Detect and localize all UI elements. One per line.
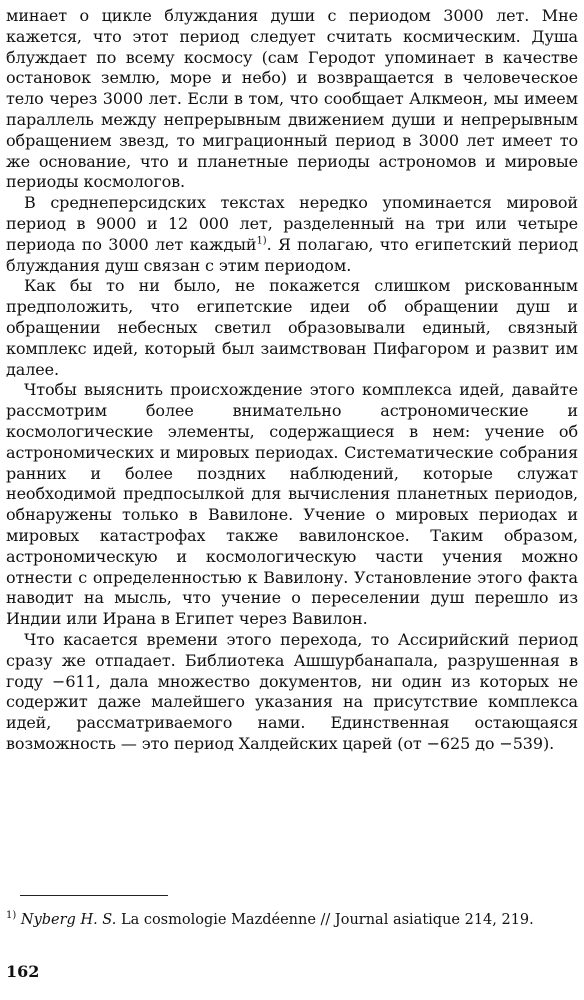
paragraph-5: Что касается времени этого перехода, то Ассирийский период сразу же отпадает. Библиотека Ашшурбанапала, разрушенная в году −611, дала множество документов, ни один из которых не содержит даже малейшего указания на присутствие комплекса идей, рассматриваемого нами. Единственная остающаяся возможность — это период Халдейских царей (от −625 до −539). [6, 629, 578, 753]
book-page [6, 6, 578, 994]
paragraph-1: минает о цикле блуждания души с периодом 3000 лет. Мне кажется, что этот период следует считать космическим. Душа блуждает по всему космосу (сам Геродот упоминает в качестве остановок землю, море и небо) и возвращается в человеческое тело через 3000 лет. Если в том, что сообщает Алкмеон, мы имеем параллель между непрерывным движением души и непрерывным обращением звезд, то миграционный период в 3000 лет имеет то же основание, что и планетные периоды астрономов и мировые периоды космологов. [6, 6, 578, 192]
paragraph-3: Как бы то ни было, не покажется слишком рискованным предположить, что египетские идеи об обращении душ и обращении небесных светил образовывали единый, связный комплекс идей, который был заимствован Пифагором и развит им далее. [6, 276, 578, 379]
footnote-text: La cosmologie Mazdéenne // Journal asiatique 214, 219. [120, 912, 534, 928]
paragraph-2-text-before: В среднеперсидских текстах нередко упоминается мировой период в 9000 и 12 000 лет, разделенный на три или четыре периода по 3000 лет каждый [6, 193, 578, 254]
footnote-author: Nyberg H. S. [20, 912, 117, 928]
footnote-divider [20, 895, 168, 896]
paragraph-4: Чтобы выяснить происхождение этого комплекса идей, давайте рассмотрим более внимательно астрономические и космологические элементы, содержащиеся в нем: учение об астрономических и мировых периодах. Систематические собрания ранних и более поздних наблюдений, которые служат необходимой предпосылкой для вычисления планетных периодов, обнаружены только в Вавилоне. Учение о мировых периодах и мировых катастрофах также вавилонское. Таким образом, астрономическую и космологическую части учения можно отнести с определенностью к Вавилону. Установление этого факта наводит на мысль, что учение о переселении душ перешло из Индии или Ирана в Египет через Вавилон. [6, 380, 578, 629]
main-text [6, 6, 578, 755]
paragraph-2 [6, 193, 578, 276]
page-number: 162 [6, 962, 40, 981]
footnote [6, 911, 578, 930]
footnote-marker: 1) [6, 910, 17, 922]
paragraph-2-text-after: . Я полагаю, что египетский период блуждания душ связан с этим периодом. [6, 234, 578, 275]
footnote-reference: 1) [256, 235, 267, 247]
